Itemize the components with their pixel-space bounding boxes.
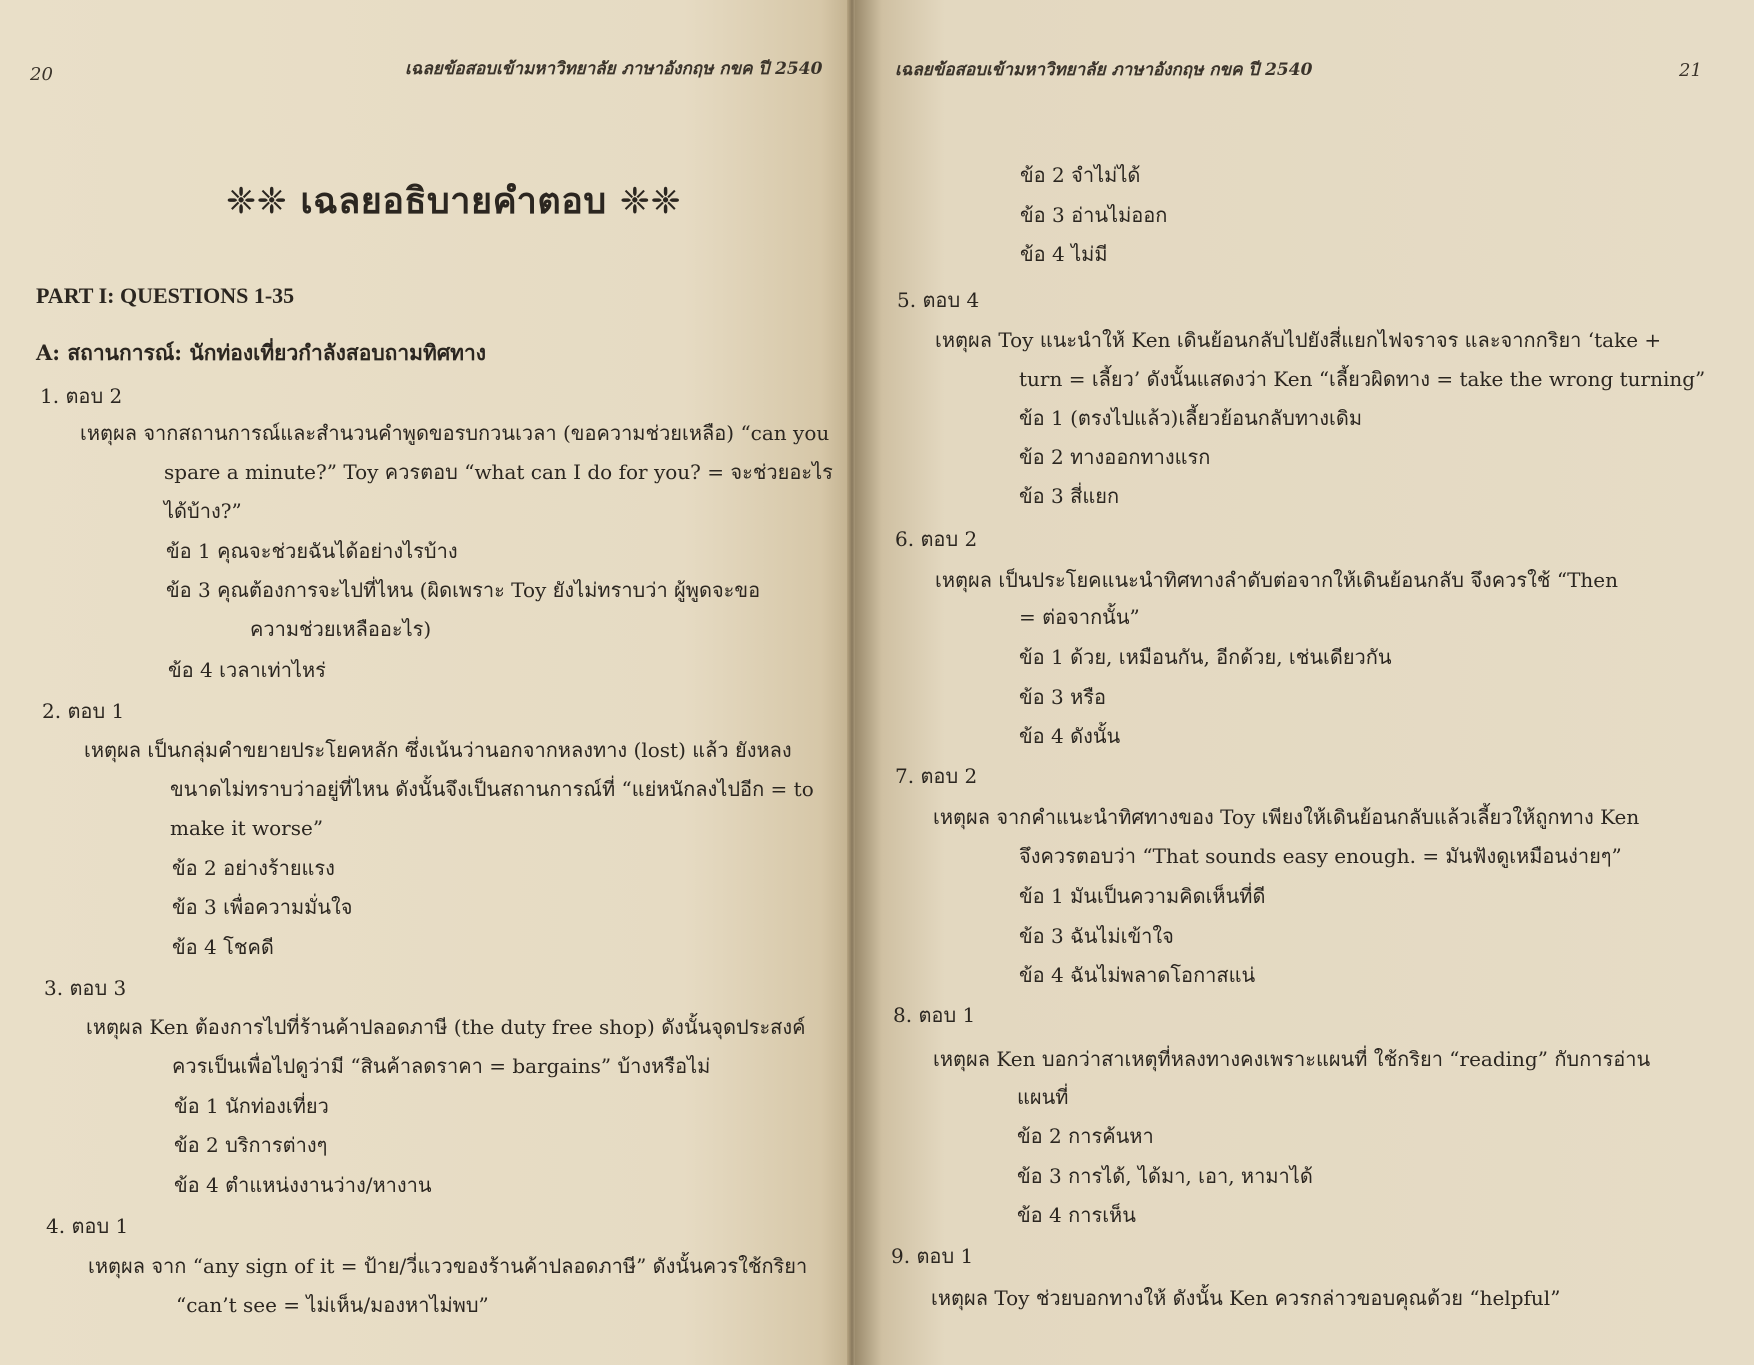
reason-line: แผนที่: [1017, 1085, 1069, 1109]
choice-line: ข้อ 4 เวลาเท่าไหร่: [168, 658, 326, 682]
answer-heading: 6. ตอบ 2: [895, 527, 978, 551]
choice-line: ความช่วยเหลืออะไร): [250, 617, 432, 641]
choice-line: ข้อ 3 ฉันไม่เข้าใจ: [1019, 924, 1174, 948]
reason-line: เหตุผล Ken บอกว่าสาเหตุที่หลงทางคงเพราะแผนที่ ใช้กริยา “reading” กับการอ่าน: [933, 1047, 1651, 1071]
choice-line: ข้อ 2 การค้นหา: [1017, 1124, 1154, 1148]
choice-line: ข้อ 4 ไม่มี: [1020, 242, 1108, 266]
choice-line: ข้อ 1 ด้วย, เหมือนกัน, อีกด้วย, เช่นเดียวกัน: [1019, 645, 1392, 669]
left-page: [0, 0, 855, 1365]
reason-line: เหตุผล จากคำแนะนำทิศทางของ Toy เพียงให้เดินย้อนกลับแล้วเลี้ยวให้ถูกทาง Ken: [933, 805, 1640, 829]
choice-line: ข้อ 4 ดังนั้น: [1019, 724, 1121, 748]
reason-line: turn = เลี้ยว’ ดังนั้นแสดงว่า Ken “เลี้ยวผิดทาง = take the wrong turning”: [1019, 367, 1706, 391]
reason-line: “can’t see = ไม่เห็น/มองหาไม่พบ”: [176, 1293, 489, 1317]
choice-line: ข้อ 3 หรือ: [1019, 685, 1107, 709]
reason-line: ควรเป็นเพื่อไปดูว่ามี “สินค้าลดราคา = bargains” บ้างหรือไม่: [172, 1054, 711, 1078]
choice-line: ข้อ 2 อย่างร้ายแรง: [172, 856, 335, 880]
reason-line: เหตุผล Toy แนะนำให้ Ken เดินย้อนกลับไปยังสี่แยกไฟจราจร และจากกริยา ‘take +: [935, 328, 1662, 352]
answer-heading: 9. ตอบ 1: [891, 1244, 974, 1268]
choice-line: ข้อ 2 จำไม่ได้: [1020, 163, 1141, 187]
running-header-right: เฉลยข้อสอบเข้ามหาวิทยาลัย ภาษาอังกฤษ กขค ปี 2540: [895, 60, 1313, 80]
reason-line: เหตุผล จาก “any sign of it = ป้าย/วี่แววของร้านค้าปลอดภาษี” ดังนั้นควรใช้กริยา: [88, 1254, 808, 1278]
reason-line: จึงควรตอบว่า “That sounds easy enough. = มันฟังดูเหมือนง่ายๆ”: [1019, 844, 1622, 868]
choice-line: ข้อ 1 นักท่องเที่ยว: [174, 1094, 329, 1118]
reason-line: เหตุผล เป็นประโยคแนะนำทิศทางลำดับต่อจากให้เดินย้อนกลับ จึงควรใช้ “Then: [935, 568, 1619, 592]
choice-line: ข้อ 4 การเห็น: [1017, 1203, 1136, 1227]
reason-line: = ต่อจากนั้น”: [1019, 605, 1140, 629]
reason-line: spare a minute?” Toy ควรตอบ “what can I do for you? = จะช่วยอะไร: [164, 460, 833, 484]
page-number-left: 20: [30, 64, 53, 85]
part-heading: PART I: QUESTIONS 1-35: [36, 283, 295, 308]
answer-heading: 5. ตอบ 4: [897, 288, 980, 312]
choice-line: ข้อ 2 บริการต่างๆ: [174, 1133, 328, 1157]
running-header-left: เฉลยข้อสอบเข้ามหาวิทยาลัย ภาษาอังกฤษ กขค ปี 2540: [405, 59, 823, 79]
choice-line: ข้อ 1 คุณจะช่วยฉันได้อย่างไรบ้าง: [166, 539, 458, 563]
choice-line: ข้อ 1 (ตรงไปแล้ว)เลี้ยวย้อนกลับทางเดิม: [1019, 406, 1363, 430]
reason-line: เหตุผล เป็นกลุ่มคำขยายประโยคหลัก ซึ่งเน้นว่านอกจากหลงทาง (lost) แล้ว ยังหลง: [84, 738, 792, 762]
answer-heading: 2. ตอบ 1: [42, 699, 125, 723]
reason-line: ได้บ้าง?”: [164, 499, 242, 523]
choice-line: ข้อ 3 สี่แยก: [1019, 484, 1120, 508]
choice-line: ข้อ 3 การได้, ได้มา, เอา, หามาได้: [1017, 1164, 1313, 1188]
choice-line: ข้อ 1 มันเป็นความคิดเห็นที่ดี: [1019, 884, 1266, 908]
answer-heading: 1. ตอบ 2: [40, 384, 123, 408]
answer-heading: 4. ตอบ 1: [46, 1214, 129, 1238]
situation-heading: A: สถานการณ์: นักท่องเที่ยวกำลังสอบถามทิศทาง: [36, 340, 487, 365]
page-title: ❈❈ เฉลยอธิบายคำตอบ ❈❈: [226, 181, 682, 222]
answer-heading: 3. ตอบ 3: [44, 976, 127, 1000]
reason-line: ขนาดไม่ทราบว่าอยู่ที่ไหน ดังนั้นจึงเป็นสถานการณ์ที่ “แย่หนักลงไปอีก = to: [170, 777, 814, 801]
answer-heading: 7. ตอบ 2: [895, 764, 978, 788]
choice-line: ข้อ 3 คุณต้องการจะไปที่ไหน (ผิดเพราะ Toy ยังไม่ทราบว่า ผู้พูดจะขอ: [166, 578, 761, 602]
reason-line: make it worse”: [170, 816, 324, 840]
reason-line: เหตุผล Toy ช่วยบอกทางให้ ดังนั้น Ken ควรกล่าวขอบคุณด้วย “helpful”: [931, 1286, 1561, 1310]
page-number-right: 21: [1679, 60, 1702, 81]
choice-line: ข้อ 4 ฉันไม่พลาดโอกาสแน่: [1019, 963, 1256, 987]
choice-line: ข้อ 2 ทางออกทางแรก: [1019, 445, 1211, 469]
choice-line: ข้อ 3 อ่านไม่ออก: [1020, 203, 1168, 227]
choice-line: ข้อ 4 โชคดี: [172, 935, 274, 959]
reason-line: เหตุผล จากสถานการณ์และสำนวนคำพูดขอรบกวนเวลา (ขอความช่วยเหลือ) “can you: [80, 421, 830, 445]
choice-line: ข้อ 4 ตำแหน่งงานว่าง/หางาน: [174, 1173, 432, 1197]
answer-heading: 8. ตอบ 1: [893, 1003, 976, 1027]
reason-line: เหตุผล Ken ต้องการไปที่ร้านค้าปลอดภาษี (the duty free shop) ดังนั้นจุดประสงค์: [86, 1015, 806, 1039]
choice-line: ข้อ 3 เพื่อความมั่นใจ: [172, 895, 353, 919]
right-page: [855, 0, 1754, 1365]
